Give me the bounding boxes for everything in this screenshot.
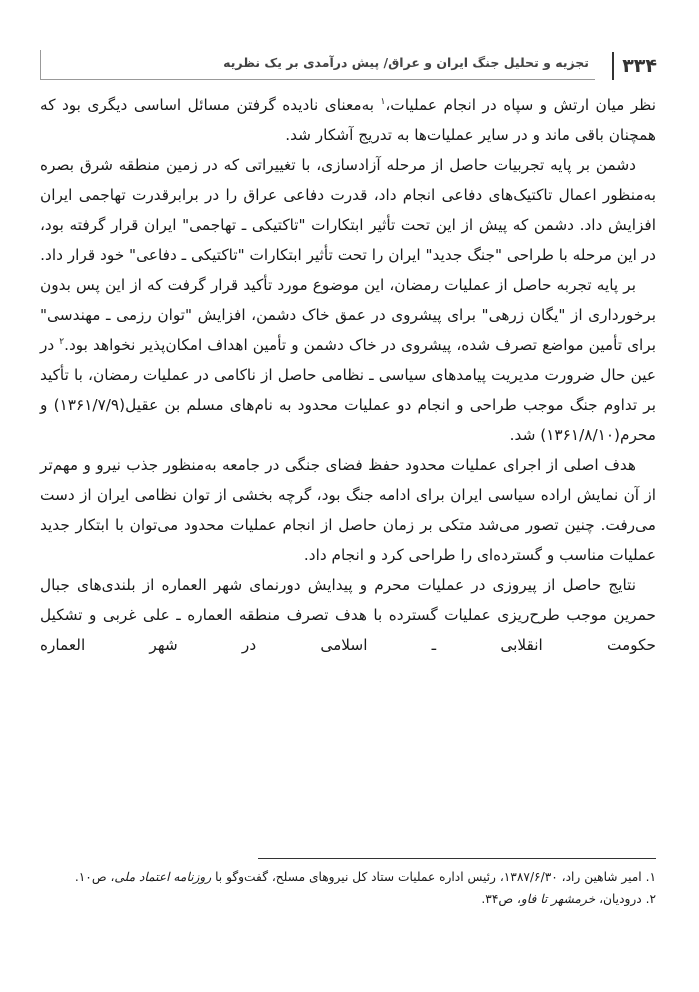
footnote-text: ۱. امیر شاهین راد، ۱۳۸۷/۶/۳۰، رئیس اداره عملیات ستاد کل نیروهای مسلح، گفت‌وگو با bbox=[211, 870, 656, 884]
footnote-text: ۲. درودیان، bbox=[595, 892, 656, 906]
paragraph-text: دشمن بر پایه تجربیات حاصل از مرحله آزادسازی، با تغییراتی که در زمین منطقه شرق بصره به‌منظور اعمال تاکتیک‌های دفاعی انجام داد، قدرت دفاعی عراق را در برابرقدرت تهاجمی ایران افزایش داد. دشمن که پیش از این تحت تأثیر ابتکارات "تاکتیکی ـ تهاجمی" ایران قرار گرفته بود، در این مرحله با طراحی "جنگ جدید" ایران را تحت تأثیر ابتکارات "تاکتیکی ـ دفاعی" خود قرار داد. bbox=[40, 156, 656, 264]
paragraph-text: هدف اصلی از اجرای عملیات محدود حفظ فضای جنگی در جامعه به‌منظور جذب نیرو و مهم‌تر از آن نمایش اراده سیاسی ایران برای ادامه جنگ بود، گرچه بخشی از توان نظامی ایران از دست می‌رفت. چنین تصور می‌شد متکی بر زمان حاصل از انجام عملیات محدود می‌توان با ابتکار جدید عملیات مناسب و گسترده‌ای را طراحی کرد و انجام داد. bbox=[40, 456, 656, 564]
footnote-text: ، ص۱۰. bbox=[74, 870, 115, 884]
footnote bbox=[40, 866, 656, 888]
paragraph-text: در عین حال ضرورت مدیریت پیامدهای سیاسی ـ نظامی حاصل از ناکامی در عملیات رمضان، با تأکید بر تداوم جنگ موجب طراحی و انجام دو عملیات محدود به نام‌های مسلم بن عقیل(۱۳۶۱/۷/۹) و محرم(۱۳۶۱/۸/۱۰) شد. bbox=[40, 336, 656, 444]
footnote bbox=[40, 888, 656, 910]
paragraph bbox=[40, 270, 656, 450]
running-header bbox=[40, 46, 657, 86]
paragraph-text: نتایج حاصل از پیروزی در عملیات محرم و پیدایش دورنمای شهر العماره از بلندی‌های جبال حمرین موجب طرح‌ریزی عملیات گسترده با هدف تصرف منطقه العماره ـ علی غربی و تشکیل حکومت انقلابی ـ اسلامی در شهر العماره bbox=[40, 576, 656, 654]
paragraph-text: بر پایه تجربه حاصل از عملیات رمضان، این موضوع مورد تأکید قرار گرفت که از این پس بدون برخورداری از "یگان زرهی" برای پیشروی در عمق خاک دشمن، افزایش "توان رزمی ـ مهندسی" برای تأمین مواضع تصرف شده، پیشروی در خاک دشمن و تأمین اهداف امکان‌پذیر نخواهد بود. bbox=[40, 276, 656, 354]
footnotes bbox=[40, 866, 656, 910]
paragraph bbox=[40, 450, 656, 570]
paragraph bbox=[40, 150, 656, 270]
page-number: ۳۳۴ bbox=[612, 52, 657, 80]
paragraph-text: به‌معنای نادیده گرفتن مسائل اساسی دیگری بود که همچنان باقی ماند و در سایر عملیات‌ها به تدریج آشکار شد. bbox=[40, 96, 656, 144]
footnote-text: ، ص۳۴. bbox=[481, 892, 521, 906]
footnote-title: خرمشهر تا فاو bbox=[520, 892, 596, 906]
paragraph-text: نظر میان ارتش و سپاه در انجام عملیات، bbox=[385, 96, 656, 114]
footnote-divider bbox=[258, 858, 656, 859]
paragraph bbox=[40, 90, 656, 150]
footnote-title: روزنامه اعتماد ملی bbox=[114, 870, 212, 884]
footnote-ref[interactable]: ۲ bbox=[59, 336, 65, 347]
paragraph bbox=[40, 570, 656, 660]
running-title: تجزیه و تحلیل جنگ ایران و عراق/ پیش درآمدی بر یک نظریه bbox=[40, 50, 595, 80]
body-text bbox=[40, 90, 656, 660]
footnote-ref[interactable]: ۱ bbox=[380, 96, 386, 107]
